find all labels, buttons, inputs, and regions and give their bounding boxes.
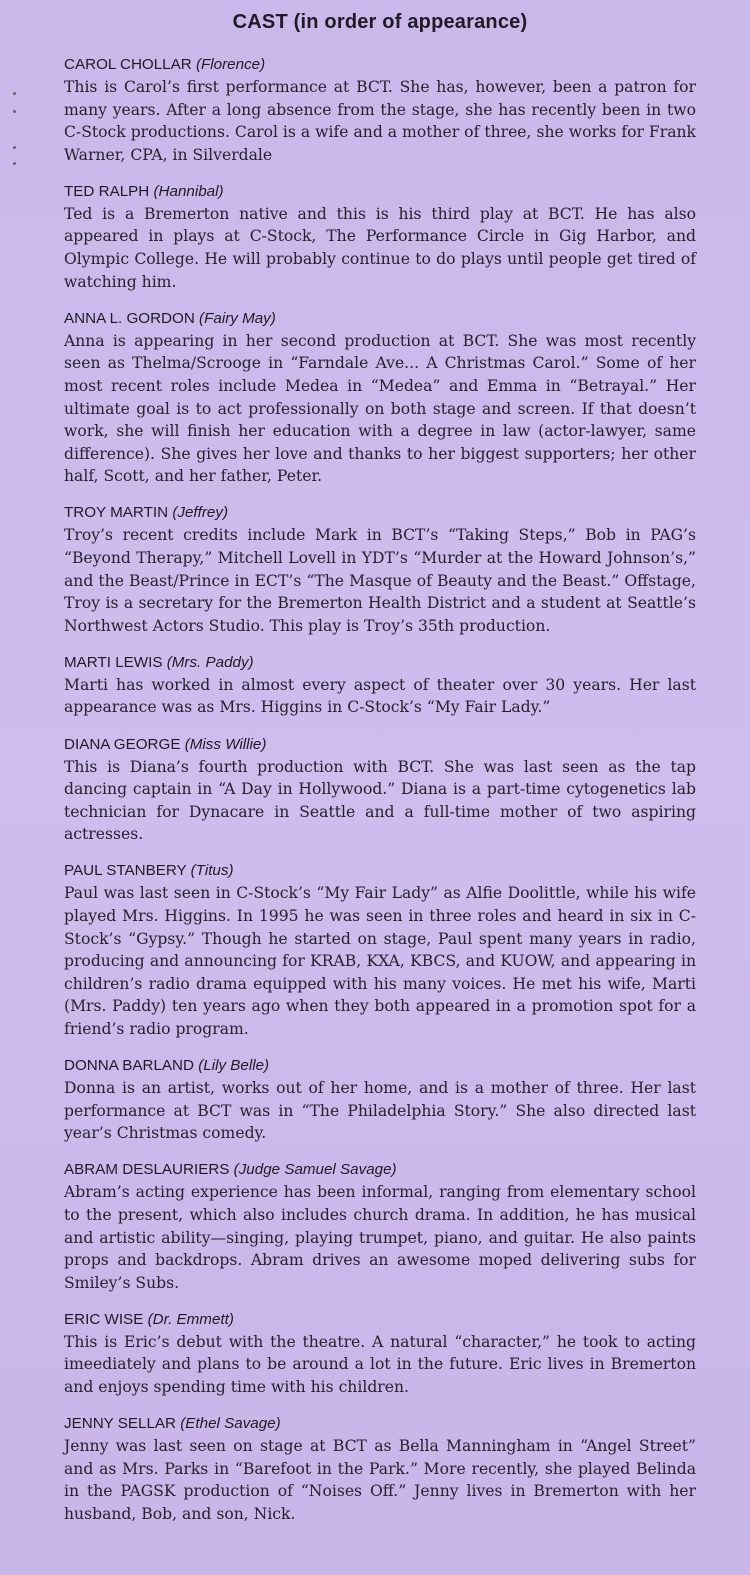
actor-name: MARTI LEWIS [64, 653, 163, 671]
actor-name: CAROL CHOLLAR [64, 56, 192, 73]
actor-name: PAUL STANBERY [64, 862, 187, 880]
actor-name: DIANA GEORGE [64, 735, 181, 753]
cast-entry [64, 860, 696, 1040]
actor-bio: This is Diana’s fourth production with BCT. She was last seen as the tap dancing captain in “A Day in Hollywood.” Diana is a part-time cytogenetics lab technician for Dynacare in Seattle and a full-time mother of two aspiring actresses. [64, 757, 696, 844]
actor-bio: Troy’s recent credits include Mark in BCT’s “Taking Steps,” Bob in PAG’s “Beyond Therapy,” Mitchell Lovell in YDT’s “Murder at the Howard Johnson’s,” and the Beast/Prince in ECT’s “The Masque of Beauty and the Beast.” Offstage, Troy is a secretary for the Bremerton Health District and a student at Seattle’s Northwest Actors Studio. This play is Troy’s 35th production. [64, 526, 696, 635]
actor-name: JENNY SELLAR [64, 1415, 176, 1433]
staple-mark [13, 146, 16, 149]
cast-entry [64, 181, 696, 293]
cast-entry [64, 652, 696, 719]
cast-heading [64, 1413, 696, 1435]
character-role: (Florence) [195, 56, 266, 73]
actor-bio: Paul was last seen in C-Stock’s “My Fair Lady” as Alfie Doolittle, while his wife played Mrs. Higgins. In 1995 he was seen in three roles and heard in six in C-Stock’s “Gypsy.” Though he started on stage, Paul spent many years in radio, producing and announcing for KRAB, KXA, KBCS, and KUOW, and appearing in children’s radio drama equipped with his many voices. He met his wife, Marti (Mrs. Paddy) ten years ago when they both appeared in a promotion spot for a friend’s radio program. [64, 884, 696, 1038]
actor-bio: Abram’s acting experience has been informal, ranging from elementary school to the present, which also includes church drama. In addition, he has musical and artistic ability—singing, playing trumpet, piano, and guitar. He also paints props and backdrops. Abram drives an awesome moped delivering subs for Smiley’s Subs. [64, 1183, 696, 1292]
cast-entry [64, 734, 696, 846]
character-role: (Jeffrey) [172, 504, 229, 522]
cast-heading [64, 1159, 696, 1181]
actor-bio: This is Carol’s first performance at BCT. She has, however, been a patron for many years. After a long absence from the stage, she has recently been in two C-Stock productions. Carol is a wife and a mother of three, she works for Frank Warner, CPA, in Silverdale [64, 78, 696, 164]
actor-bio: Ted is a Bremerton native and this is his third play at BCT. He has also appeared in plays at C-Stock, The Performance Circle in Gig Harbor, and Olympic College. He will probably continue to do plays until people get tired of watching him. [64, 204, 696, 291]
character-role: (Fairy May) [199, 309, 276, 327]
staple-mark [13, 110, 16, 113]
cast-entry [64, 1159, 696, 1294]
cast-entry [64, 502, 696, 637]
cast-entry [64, 308, 696, 488]
actor-name: TROY MARTIN [64, 504, 169, 522]
cast-heading [64, 652, 696, 674]
actor-name: ABRAM DESLAURIERS [64, 1161, 230, 1179]
actor-bio: Anna is appearing in her second production at BCT. She was most recently seen as Thelma/Scrooge in “Farndale Ave... A Christmas Carol.” Some of her most recent roles include Medea in “Medea” and Emma in “Betrayal.” Her ultimate goal is to act professionally on both stage and screen. If that doesn’t work, she will finish her education with a degree in law (actor-lawyer, same difference). She gives her love and thanks to her biggest supporters; her other half, Scott, and her father, Peter. [64, 331, 696, 486]
character-role: (Mrs. Paddy) [166, 653, 254, 671]
actor-bio: Jenny was last seen on stage at BCT as Bella Manningham in “Angel Street” and as Mrs. Parks in “Barefoot in the Park.” More recently, she played Belinda in the PAGSK production of “Noises Off.” Jenny lives in Bremerton with her husband, Bob, and son, Nick. [64, 1437, 696, 1523]
cast-heading [64, 1055, 696, 1077]
cast-entry [64, 1413, 696, 1525]
cast-heading [64, 734, 696, 756]
actor-bio: This is Eric’s debut with the theatre. A natural “character,” he took to acting imeediately and plans to be around a lot in the future. Eric lives in Bremerton and enjoys spending time with his children. [64, 1332, 696, 1397]
cast-heading [64, 1309, 696, 1331]
character-role: (Lily Belle) [198, 1057, 270, 1075]
character-role: (Ethel Savage) [180, 1415, 281, 1433]
actor-bio: Donna is an artist, works out of her home, and is a mother of three. Her last performance at BCT was in “The Philadelphia Story.” She also directed last year’s Christmas comedy. [64, 1079, 696, 1143]
page-title: CAST (in order of appearance) [232, 11, 528, 33]
cast-list [64, 54, 696, 1540]
cast-entry [64, 1055, 696, 1145]
character-role: (Miss Willie) [184, 735, 267, 753]
actor-bio: Marti has worked in almost every aspect of theater over 30 years. Her last appearance was as Mrs. Higgins in C-Stock’s “My Fair Lady.” [64, 675, 696, 717]
actor-name: ANNA L. GORDON [64, 309, 195, 327]
staple-mark [13, 92, 16, 95]
character-role: (Judge Samuel Savage) [233, 1161, 397, 1179]
actor-name: DONNA BARLAND [64, 1057, 194, 1075]
cast-heading [64, 860, 696, 882]
staple-mark [13, 162, 16, 165]
cast-heading [64, 308, 696, 330]
actor-name: ERIC WISE [64, 1310, 144, 1328]
actor-name: TED RALPH [64, 182, 150, 200]
cast-heading [64, 181, 696, 203]
character-role: (Titus) [190, 862, 234, 880]
character-role: (Dr. Emmett) [147, 1310, 234, 1328]
cast-entry [64, 54, 696, 166]
cast-heading [64, 502, 696, 524]
character-role: (Hannibal) [153, 182, 224, 200]
cast-heading [64, 54, 696, 76]
cast-entry [64, 1309, 696, 1399]
